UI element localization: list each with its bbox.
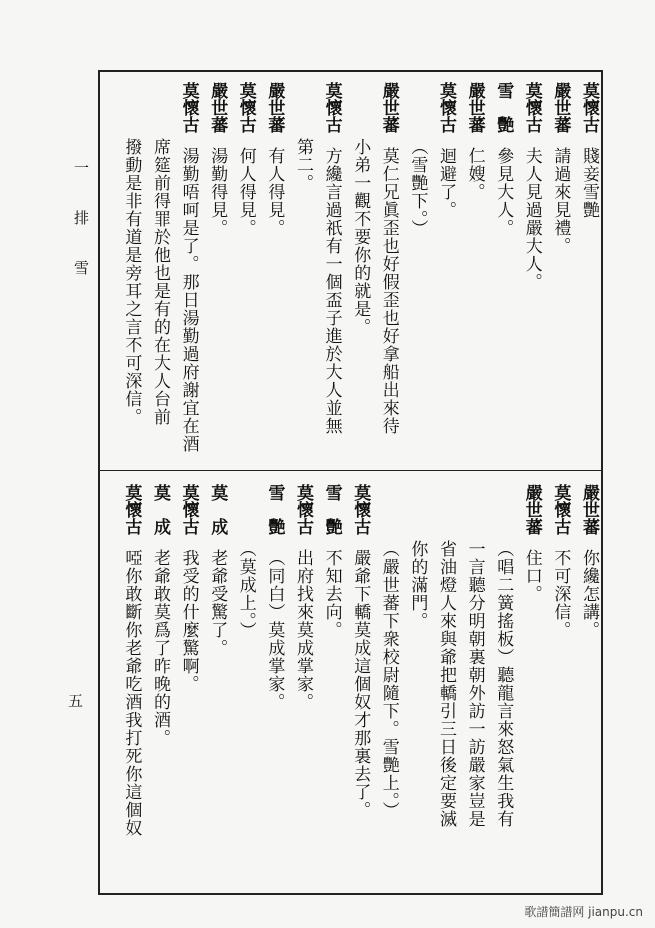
text-column: [407, 484, 428, 630]
dialogue-text: 啞你敢斷你老爺吃酒我打死你這個奴: [121, 549, 142, 837]
dialogue-text: 有人得見。: [264, 147, 285, 237]
speaker-name: 雪 艷: [264, 484, 285, 535]
speaker-name: 莫懷古: [235, 82, 256, 133]
dialogue-text: 省油燈人來與爺把轎引三日後定要滅: [436, 540, 456, 828]
dialogue-text: （同白）莫成掌家。: [264, 549, 285, 711]
text-column: [180, 484, 197, 693]
text-column: [380, 82, 397, 435]
speaker-name: 莫懷古: [579, 82, 599, 133]
dialogue-text: 第二。: [293, 138, 313, 192]
dialogue-text: 夫人見過嚴大人。: [521, 147, 542, 291]
text-column: [121, 484, 142, 837]
speaker-name: 嚴世蕃: [207, 82, 228, 133]
speaker-name: 莫懷古: [293, 484, 313, 535]
text-column: [264, 484, 285, 711]
speaker-name: 莫懷古: [121, 484, 142, 535]
dialogue-text: 湯勤唔呵是了。那日湯勤過府謝宜在酒: [178, 147, 199, 453]
speaker-name: 嚴世蕃: [378, 82, 399, 133]
speaker-name: 莫懷古: [321, 82, 342, 133]
dialogue-text: 你纔怎講。: [579, 549, 599, 639]
dialogue-text: 方纔言過祇有一個盃子進於大人並無: [321, 147, 342, 435]
text-column: [323, 484, 340, 639]
text-column: [323, 82, 340, 435]
speaker-name: 嚴世蕃: [521, 484, 542, 535]
text-column: [121, 82, 142, 426]
speaker-name: 嚴世蕃: [550, 82, 571, 133]
text-column: [437, 484, 454, 828]
text-column: [264, 82, 285, 237]
text-column: [523, 82, 540, 291]
text-column: [151, 484, 168, 747]
dialogue-text: 我受的什麼驚啊。: [178, 549, 199, 693]
text-column: [207, 484, 228, 657]
dialogue-text: （莫成上。）: [235, 540, 256, 640]
text-column: [180, 82, 197, 453]
text-column: [580, 82, 597, 219]
dialogue-text: 請過來見禮。: [550, 147, 571, 255]
speaker-name: 莫 成: [150, 484, 170, 535]
text-column: [207, 82, 228, 237]
dialogue-text: 不可深信。: [550, 549, 571, 639]
section-divider: [98, 470, 603, 471]
dialogue-text: 老爺受驚了。: [207, 549, 228, 657]
text-column: [237, 484, 254, 640]
text-column: [294, 484, 311, 711]
text-column: [237, 82, 254, 237]
dialogue-text: 小弟一觀不要你的就是。: [350, 138, 371, 336]
dialogue-text: 住口。: [521, 549, 542, 603]
dialogue-text: （雪艷下。）: [407, 138, 428, 238]
text-column: [580, 484, 597, 639]
speaker-name: 嚴世蕃: [464, 82, 485, 133]
watermark: 歌譜簡譜网 jianpu.cn: [524, 905, 643, 919]
text-column: [493, 484, 514, 828]
dialogue-text: 莫仁兄眞歪也好假歪也好拿船出來待: [378, 147, 399, 435]
dialogue-text: 仁嫂。: [464, 147, 485, 201]
speaker-name: 莫懷古: [178, 82, 199, 133]
text-column: [550, 484, 571, 639]
speaker-name: 雪 艷: [493, 82, 514, 133]
dialogue-text: 不知去向。: [321, 549, 342, 639]
dialogue-text: 一言聽分明朝裏朝外訪一訪嚴家豈是: [464, 540, 485, 828]
dialogue-text: 嚴爺下轎莫成這個奴才那裏去了。: [350, 549, 371, 819]
speaker-name: 莫懷古: [350, 484, 371, 535]
dialogue-text: （嚴世蕃下衆校尉隨下。雪艷上。）: [378, 540, 399, 820]
dialogue-text: 何人得見。: [235, 147, 256, 237]
page-number: 五: [68, 692, 84, 710]
text-column: [350, 82, 371, 336]
dialogue-text: 出府找來莫成掌家。: [293, 549, 313, 711]
speaker-name: 莫懷古: [550, 484, 571, 535]
speaker-name: 莫懷古: [436, 82, 456, 133]
text-column: [523, 484, 540, 603]
speaker-name: 雪 艷: [321, 484, 342, 535]
dialogue-text: 老爺敢莫爲了昨晚的酒。: [150, 549, 170, 747]
speaker-name: 莫 成: [207, 484, 228, 535]
dialogue-text: 你的滿門。: [407, 540, 428, 630]
dialogue-text: 賤妾雪艷: [579, 147, 599, 219]
speaker-name: 嚴世蕃: [264, 82, 285, 133]
speaker-name: 莫懷古: [521, 82, 542, 133]
text-column: [294, 82, 311, 192]
speaker-name: 莫懷古: [178, 484, 199, 535]
dialogue-text: 撥動是非有道是旁耳之言不可深信。: [121, 138, 142, 426]
dialogue-text: 迴避了。: [436, 147, 456, 219]
dialogue-text: 席筵前得罪於他也是有的在大人台前: [150, 138, 170, 426]
text-column: [437, 82, 454, 219]
text-column: [380, 484, 397, 820]
dialogue-text: （唱二簧搖板）聽龍言來怒氣生我有: [493, 540, 514, 828]
text-column: [550, 82, 571, 255]
margin-title: 一 排 雪: [72, 160, 90, 285]
speaker-name: 嚴世蕃: [579, 484, 599, 535]
text-column: [350, 484, 371, 819]
dialogue-text: 湯勤得見。: [207, 147, 228, 237]
text-column: [493, 82, 514, 237]
text-column: [407, 82, 428, 238]
text-column: [466, 484, 483, 828]
text-column: [466, 82, 483, 201]
text-column: [151, 82, 168, 426]
dialogue-text: 參見大人。: [493, 147, 514, 237]
